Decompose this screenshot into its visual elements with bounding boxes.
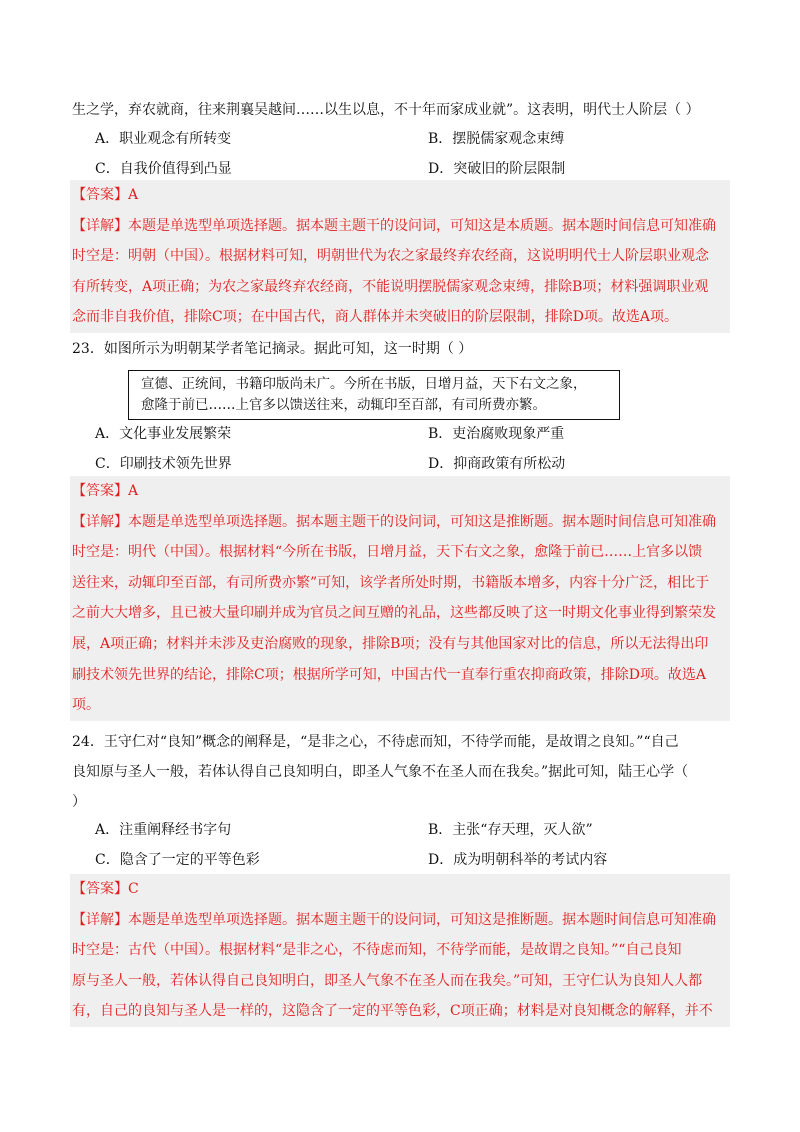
q24-answer: 【答案】C: [72, 881, 139, 897]
q23-answer: 【答案】A: [72, 483, 139, 499]
q23-explanation-line: 之前大大增多，且已被大量印刷并成为官员之间互赠的礼品，这些都反映了这一时期文化事业得到繁荣发: [72, 605, 716, 622]
q22-option-d[interactable]: D．突破旧的阶层限制: [428, 161, 566, 177]
q23-option-d[interactable]: D．抑商政策有所松动: [428, 456, 566, 472]
q24-explanation-line: 有，自己的良知与圣人是一样的，这隐含了一定的平等色彩，C项正确；材料是对良知概念的解释，并不: [72, 1003, 713, 1020]
q23-explanation-line: 展，A项正确；材料并未涉及吏治腐败的现象，排除B项；没有与其他国家对比的信息，所以无法得出印: [72, 635, 709, 652]
q23-explanation-line: 项。: [72, 697, 100, 714]
q24-stem-line: 良知原与圣人一般，若体认得自己良知明白，即圣人气象不在圣人而在我矣。”据此可知，陆王心学（: [72, 764, 689, 780]
q23-option-c[interactable]: C．印刷技术领先世界: [95, 456, 232, 472]
q23-option-a[interactable]: A．文化事业发展繁荣: [95, 426, 232, 442]
q22-answer-block: [70, 180, 730, 333]
q22-option-b[interactable]: B．摆脱儒家观念束缚: [428, 131, 565, 147]
q24-explanation-line: 时空是：古代（中国）。根据材料“是非之心，不待虑而知，不待学而能，是故谓之良知。”“自己良知: [72, 942, 682, 959]
q22-answer: 【答案】A: [72, 187, 139, 203]
q24-option-d[interactable]: D．成为明朝科举的考试内容: [428, 852, 608, 868]
q24-stem-line: 24．王守仁对“良知”概念的阐释是，“是非之心，不待虑而知，不待学而能，是故谓之良知。”“自己: [72, 734, 679, 750]
q23-explanation-line: 刷技术领先世界的结论，排除C项；根据所学可知，中国古代一直奉行重农抑商政策，排除D项。故选A: [72, 666, 707, 683]
q24-stem-line: ）: [72, 794, 86, 810]
q23-explanation-line: 【详解】本题是单选型单项选择题。据本题主题干的设问词，可知这是推断题。据本题时间信息可知准确: [72, 513, 716, 530]
q22-option-c[interactable]: C．自我价值得到凸显: [95, 161, 232, 177]
q22-option-a[interactable]: A．职业观念有所转变: [95, 131, 232, 147]
q23-quote-line: 愈隆于前已……上官多以馈送往来，动辄印至百部，有司所费亦繁。: [141, 397, 546, 413]
q24-explanation-line: 【详解】本题是单选型单项选择题。据本题主题干的设问词，可知这是推断题。据本题时间信息可知准确: [72, 911, 716, 928]
q24-answer-block: [70, 874, 730, 1027]
q23-quote-box: [128, 370, 620, 420]
q23-stem: 23．如图所示为明朝某学者笔记摘录。据此可知，这一时期（ ）: [72, 341, 473, 357]
q23-explanation-line: 送往来，动辄印至百部，有司所费亦繁”可知，该学者所处时期，书籍版本增多，内容十分广泛，相比于: [72, 574, 710, 591]
q22-explanation-line: 【详解】本题是单选型单项选择题。据本题主题干的设问词，可知这是本质题。据本题时间信息可知准确: [72, 217, 716, 234]
q23-option-b[interactable]: B．吏治腐败现象严重: [428, 426, 565, 442]
q22-stem: 生之学，弃农就商，往来荆襄吴越间……以生以息，不十年而家成业就”。这表明，明代士人阶层（ ）: [72, 102, 700, 118]
q22-explanation-line: 念而非自我价值，排除C项；在中国古代，商人群体并未突破旧的阶层限制，排除D项。故选A项。: [72, 309, 679, 326]
q23-answer-block: [70, 476, 730, 721]
q24-explanation-line: 原与圣人一般，若体认得自己良知明白，即圣人气象不在圣人而在我矣。”可知，王守仁认为良知人人都: [72, 972, 703, 989]
q24-option-a[interactable]: A．注重阐释经书字句: [95, 822, 232, 838]
q22-explanation-line: 有所转变，A项正确；为农之家最终弃农经商，不能说明摆脱儒家观念束缚，排除B项；材料强调职业观: [72, 278, 709, 295]
q22-explanation-line: 时空是：明朝（中国）。根据材料可知，明朝世代为农之家最终弃农经商，这说明明代士人阶层职业观念: [72, 248, 709, 265]
q23-explanation-line: 时空是：明代（中国）。根据材料“今所在书版，日增月益，天下右文之象，愈隆于前已……上官多以馈: [72, 544, 703, 561]
q24-option-c[interactable]: C．隐含了一定的平等色彩: [95, 852, 260, 868]
q24-option-b[interactable]: B．主张“存天理，灭人欲”: [428, 822, 593, 838]
q23-quote-line: 宣德、正统间，书籍印版尚未广。今所在书版，日增月益，天下右文之象，: [141, 376, 587, 392]
